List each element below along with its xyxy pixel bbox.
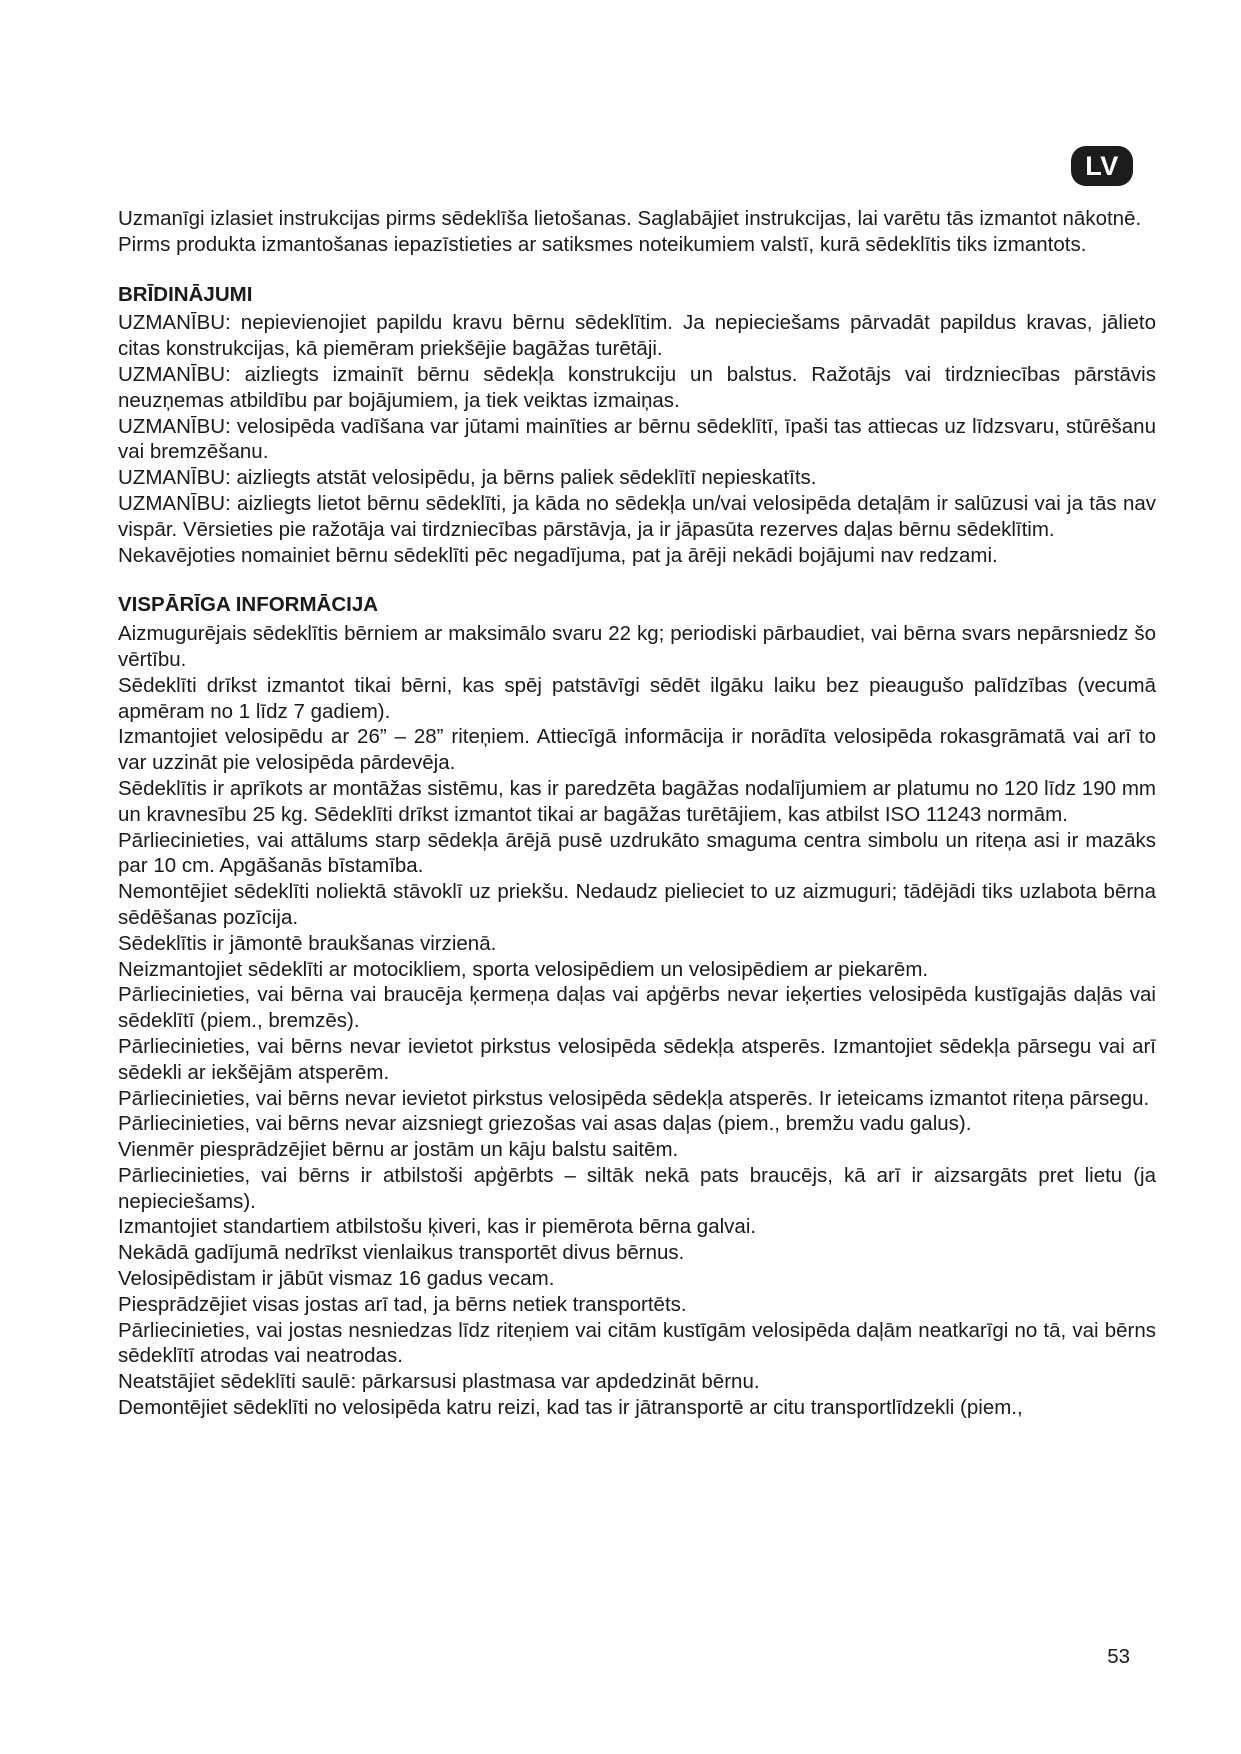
language-badge: LV	[1071, 146, 1133, 186]
general-info-heading: VISPĀRĪGA INFORMĀCIJA	[118, 593, 379, 617]
info-item: Nekādā gadījumā nedrīkst vienlaikus transportēt divus bērnus.	[118, 1241, 685, 1265]
warning-item: UZMANĪBU: aizliegts lietot bērnu sēdeklīti, ja kāda no sēdekļa un/vai velosipēda detaļām ir salūzusi vai ja tās nav vispār. Vērsieties pie ražotāja vai tirdzniecības pārstāvja, ja ir jāpasūta rezerves daļas bērnu sēdeklītim.	[118, 491, 1156, 541]
info-item: Sēdeklītis ir jāmontē braukšanas virzienā.	[118, 931, 497, 955]
warnings-heading: BRĪDINĀJUMI	[118, 282, 253, 306]
info-item: Sēdeklīti drīkst izmantot tikai bērni, kas spēj patstāvīgi sēdēt ilgāku laiku bez pieaugušo palīdzības (vecumā apmēram no 1 līdz 7 gadiem).	[118, 673, 1156, 723]
info-item: Pārliecinieties, vai jostas nesniedzas līdz riteņiem vai citām kustīgām velosipēda daļām neatkarīgi no tā, vai bērns sēdeklītī atrodas vai neatrodas.	[118, 1318, 1156, 1368]
intro-section	[118, 206, 1156, 258]
info-item: Pārliecinieties, vai attālums starp sēdekļa ārējā pusē uzdrukāto smaguma centra simbolu un riteņa asi ir mazāks par 10 cm. Apgāšanās bīstamība.	[118, 828, 1156, 878]
info-item: Demontējiet sēdeklīti no velosipēda katru reizi, kad tas ir jātransportē ar citu transportlīdzekli (piem.,	[118, 1396, 1023, 1420]
warning-item: Nekavējoties nomainiet bērnu sēdeklīti pēc negadījuma, pat ja ārēji nekādi bojājumi nav redzami.	[118, 543, 998, 567]
info-item: Pārliecinieties, vai bērns nevar ievietot pirkstus velosipēda sēdekļa atsperēs. Ir ieteicams izmantot riteņa pārsegu.	[118, 1086, 1150, 1110]
warning-item: UZMANĪBU: velosipēda vadīšana var jūtami mainīties ar bērnu sēdeklītī, īpaši tas attiecas uz līdzsvaru, stūrēšanu vai bremzēšanu.	[118, 414, 1156, 464]
page-number: 53	[1107, 1645, 1130, 1668]
info-item: Nemontējiet sēdeklīti noliektā stāvoklī uz priekšu. Nedaudz pielieciet to uz aizmuguri; tādējādi tiks uzlabota bērna sēdēšanas pozīcija.	[118, 880, 1156, 929]
warning-item: UZMANĪBU: nepievienojiet papildu kravu bērnu sēdeklītim. Ja nepieciešams pārvadāt papildus kravas, jālieto citas konstrukcijas, kā piemēram priekšējie bagāžas turētāji.	[118, 311, 1156, 361]
info-item: Aizmugurējais sēdeklītis bērniem ar maksimālo svaru 22 kg; periodiski pārbaudiet, vai bērna svars nepārsniedz šo vērtību.	[118, 622, 1156, 671]
info-item: Pārliecinieties, vai bērns nevar aizsniegt griezošas vai asas daļas (piem., bremžu vadu galus).	[118, 1112, 972, 1136]
info-item: Piesprādzējiet visas jostas arī tad, ja bērns netiek transportēts.	[118, 1292, 687, 1316]
info-item: Pārliecinieties, vai bērns nevar ievietot pirkstus velosipēda sēdekļa atsperēs. Izmantojiet sēdekļa pārsegu vai arī sēdekli ar iekšējām atsperēm.	[118, 1034, 1156, 1084]
info-item: Neizmantojiet sēdeklīti ar motocikliem, sporta velosipēdiem un velosipēdiem ar piekarēm.	[118, 957, 929, 981]
info-item: Pārliecinieties, vai bērns ir atbilstoši apģērbts – siltāk nekā pats braucējs, kā arī ir aizsargāts pret lietu (ja nepieciešams).	[118, 1163, 1156, 1213]
warning-item: UZMANĪBU: aizliegts atstāt velosipēdu, ja bērns paliek sēdeklītī nepieskatīts.	[118, 466, 817, 490]
general-info-section	[118, 592, 1156, 1421]
warnings-section	[118, 282, 1156, 569]
document-body	[118, 206, 1156, 1421]
intro-paragraph: Pirms produkta izmantošanas iepazīstieties ar satiksmes noteikumiem valstī, kurā sēdeklītis tiks izmantots.	[118, 232, 1087, 256]
info-item: Izmantojiet velosipēdu ar 26” – 28” riteņiem. Attiecīgā informācija ir norādīta velosipēda rokasgrāmatā vai arī to var uzzināt pie velosipēda pārdevēja.	[118, 725, 1156, 775]
info-item: Neatstājiet sēdeklīti saulē: pārkarsusi plastmasa var apdedzināt bērnu.	[118, 1370, 760, 1394]
info-item: Pārliecinieties, vai bērna vai braucēja ķermeņa daļas vai apģērbs nevar ieķerties velosipēda kustīgajās daļās vai sēdeklītī (piem., bremzēs).	[118, 983, 1156, 1033]
info-item: Velosipēdistam ir jābūt vismaz 16 gadus vecam.	[118, 1267, 555, 1291]
intro-paragraph: Uzmanīgi izlasiet instrukcijas pirms sēdeklīša lietošanas. Saglabājiet instrukcijas, lai varētu tās izmantot nākotnē.	[118, 207, 1142, 230]
warning-item: UZMANĪBU: aizliegts izmainīt bērnu sēdekļa konstrukciju un balstus. Ražotājs vai tirdzniecības pārstāvis neuzņemas atbildību par bojājumiem, ja tiek veiktas izmaiņas.	[118, 362, 1156, 412]
info-item: Sēdeklītis ir aprīkots ar montāžas sistēmu, kas ir paredzēta bagāžas nodalījumiem ar platumu no 120 līdz 190 mm un kravnesību 25 kg. Sēdeklīti drīkst izmantot tikai ar bagāžas turētājiem, kas atbilst ISO 11243 normām.	[118, 776, 1156, 826]
info-item: Vienmēr piesprādzējiet bērnu ar jostām un kāju balstu saitēm.	[118, 1138, 679, 1162]
info-item: Izmantojiet standartiem atbilstošu ķiveri, kas ir piemērota bērna galvai.	[118, 1215, 757, 1239]
